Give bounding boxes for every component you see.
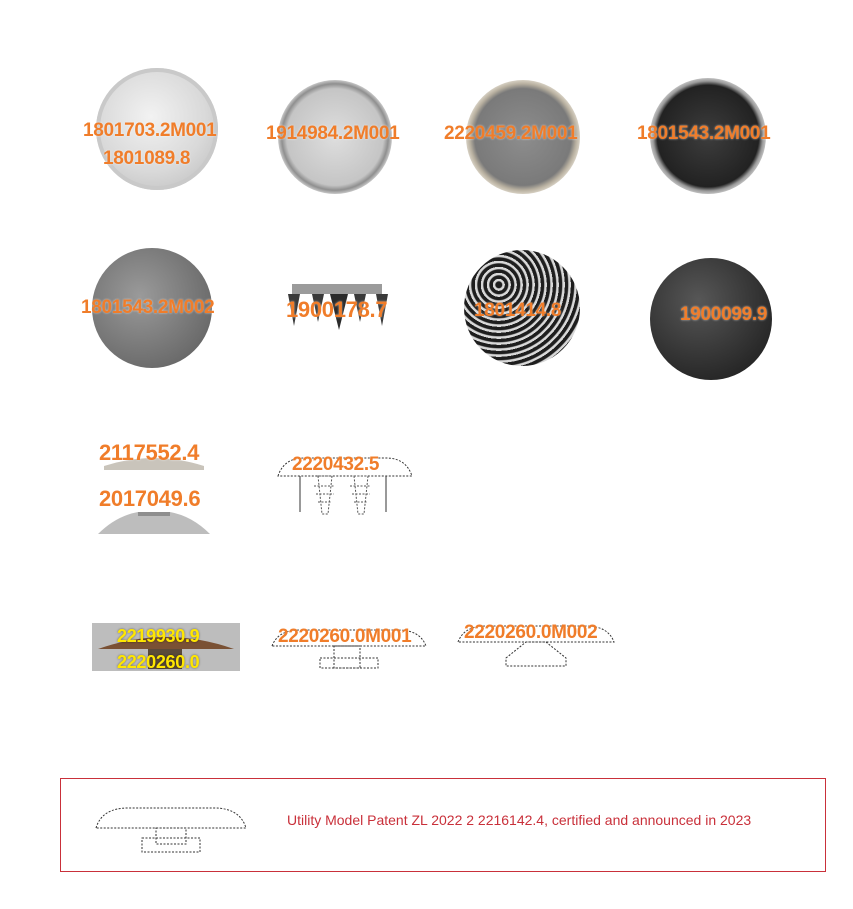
product-code-label: 2117552.4	[99, 440, 200, 465]
product-code-label: 2219930.9	[117, 626, 200, 646]
product-code-label: 2220260.0M002	[464, 622, 598, 643]
product-code-label: 2220260.0M001	[278, 626, 412, 647]
product-code-label: 2220432.5	[292, 454, 380, 475]
product-code-label: 2017049.6	[99, 486, 201, 511]
stud-drawing-image	[94, 804, 248, 856]
product-code-label: 1801543.2M001	[637, 123, 771, 144]
product-code-label: 1801414.8	[474, 300, 562, 321]
product-code-label: 1900178.7	[286, 297, 388, 322]
product-code-label: 1914984.2M001	[266, 123, 400, 144]
product-code-label: 1801089.8	[103, 148, 191, 169]
product-code-label: 2220260.0	[117, 652, 200, 672]
product-code-label: 1801543.2M002	[81, 297, 215, 318]
patent-note-text: Utility Model Patent ZL 2022 2 2216142.4, certified and announced in 2023	[287, 812, 752, 828]
product-code-label: 2220459.2M001	[444, 123, 578, 144]
patent-drawing	[94, 804, 248, 856]
product-code-label: 1900099.9	[680, 304, 768, 325]
product-code-label: 1801703.2M001	[83, 120, 217, 141]
